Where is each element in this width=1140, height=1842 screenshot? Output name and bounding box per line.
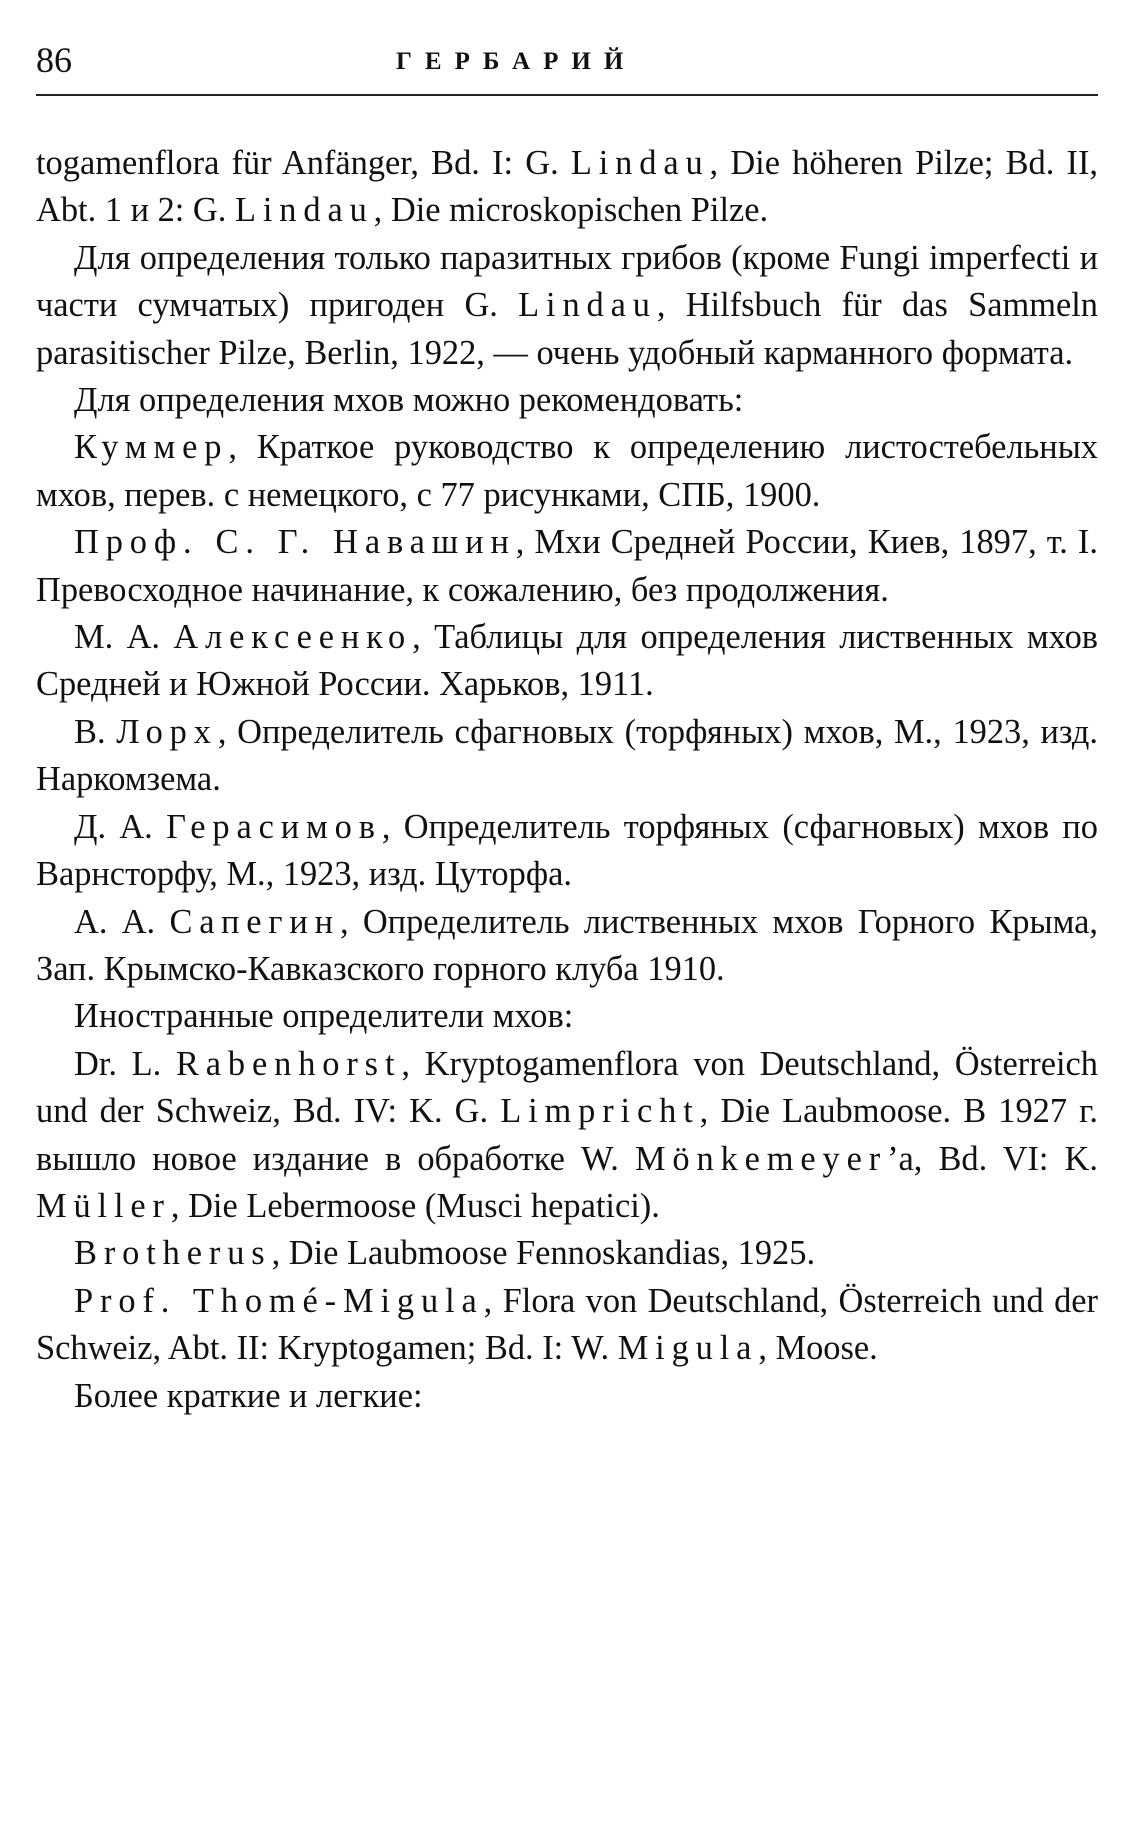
text-segment: Для определения мхов можно рекомендовать: [74, 381, 744, 420]
page-header [36, 40, 1098, 86]
book-page [36, 40, 1099, 1415]
author-name: Герасимов [166, 807, 382, 846]
text-segment: , Определитель лиственных мхов Горного Крыма, Зап. Крымско-Кавказского горного клуба 1910. [36, 902, 1098, 988]
text-segment: , Die Lebermoose (Musci hepatici). [170, 1186, 660, 1225]
text-segment: , Die Laubmoose. В 1927 г. вышло новое издание в обработке W. [36, 1092, 1098, 1178]
page-number: 86 [36, 40, 72, 80]
paragraph [36, 140, 1098, 235]
paragraph [36, 1230, 1098, 1277]
author-name: Limpricht [500, 1092, 700, 1131]
text-segment: , Die microskopischen Pilze. [373, 191, 769, 230]
text-segment: , Таблицы для определения лиственных мхов Средней и Южной России. Харьков, 1911. [36, 618, 1098, 704]
paragraph [36, 804, 1098, 899]
paragraph [36, 424, 1098, 519]
text-segment: Для определения только паразитных грибов (кроме Fungi imperfecti и части сумчатых) пригоден G. [36, 238, 1098, 325]
text-segment: Иностранные определители мхов: [74, 997, 574, 1036]
text-segment: , Определитель сфагновых (торфяных) мхов, М., 1923, изд. Наркомзема. [36, 712, 1098, 799]
paragraph [36, 614, 1098, 709]
text-segment: М. А. [74, 618, 174, 657]
body-text [36, 140, 1098, 1420]
text-segment: , Flora von Deutschland, Österreich und der Schweiz, Abt. II: Kryptogamen; Bd. I: W. [36, 1281, 1098, 1368]
author-name: Mönkemeyer [634, 1139, 888, 1178]
author-name: Алексеенко [173, 618, 413, 657]
paragraph [36, 709, 1098, 804]
author-name: Prof. [74, 1281, 193, 1320]
author-name: Lindau [518, 286, 657, 325]
paragraph [36, 899, 1098, 994]
text-segment: А. А. [74, 902, 170, 941]
text-segment: , Краткое руководство к определению листостебельных мхов, перев. с немецкого, с 77 рисунками, СПБ, 1900. [36, 428, 1098, 514]
author-name: Thomé-Migula [192, 1281, 484, 1320]
text-segment: , Moose. [758, 1329, 878, 1368]
author-name: Проф. С. Г. [74, 523, 334, 562]
author-name: Сапегин [169, 902, 340, 941]
paragraph [36, 235, 1098, 377]
text-segment: , Die höheren Pilze; Bd. II, Abt. 1 и 2: G. [36, 144, 1098, 230]
paragraph [36, 377, 1098, 424]
paragraph [36, 993, 1098, 1040]
author-name: Лорх [116, 712, 218, 751]
text-segment: Д. А. [74, 807, 167, 846]
author-name: Lindau [570, 144, 710, 182]
paragraph [36, 1278, 1098, 1373]
paragraph [36, 1041, 1098, 1231]
text-segment: , Die Laubmoose Fennoskandias, 1925. [271, 1234, 816, 1273]
text-segment: Более краткие и легкие: [74, 1376, 423, 1415]
text-segment: ’а, Bd. VI: K. [887, 1139, 1098, 1178]
text-segment: , Определитель торфяных (сфагновых) мхов по Варнсторфу, М., 1923, изд. Цуторфа. [36, 807, 1099, 894]
author-name: Rabenhorst [175, 1044, 402, 1083]
author-name: Lindau [234, 191, 374, 230]
author-name: Куммер [74, 428, 229, 467]
paragraph [36, 1373, 1098, 1420]
text-segment: В. [74, 712, 117, 751]
author-name: Навашин [333, 523, 516, 562]
text-segment: togamenflora für Anfänger, Bd. I: G. [36, 144, 571, 182]
running-title: ГЕРБАРИЙ [396, 48, 637, 75]
author-name: Müller [36, 1186, 171, 1225]
author-name: Brotherus [74, 1234, 272, 1273]
text-segment: , Kryptogamenflora von Deutschland, Österreich und der Schweiz, Bd. IV: K. G. [36, 1044, 1098, 1131]
header-rule [36, 94, 1098, 96]
paragraph [36, 519, 1098, 614]
author-name: Migula [617, 1329, 759, 1368]
text-segment: , Мхи Средней России, Киев, 1897, т. I. Превосходное начинание, к сожалению, без продолжения. [36, 523, 1098, 609]
text-segment: Dr. L. [74, 1044, 176, 1083]
text-segment: , Hilfsbuch für das Sammeln parasitischer Pilze, Berlin, 1922, — очень удобный карманного формата. [36, 286, 1098, 372]
